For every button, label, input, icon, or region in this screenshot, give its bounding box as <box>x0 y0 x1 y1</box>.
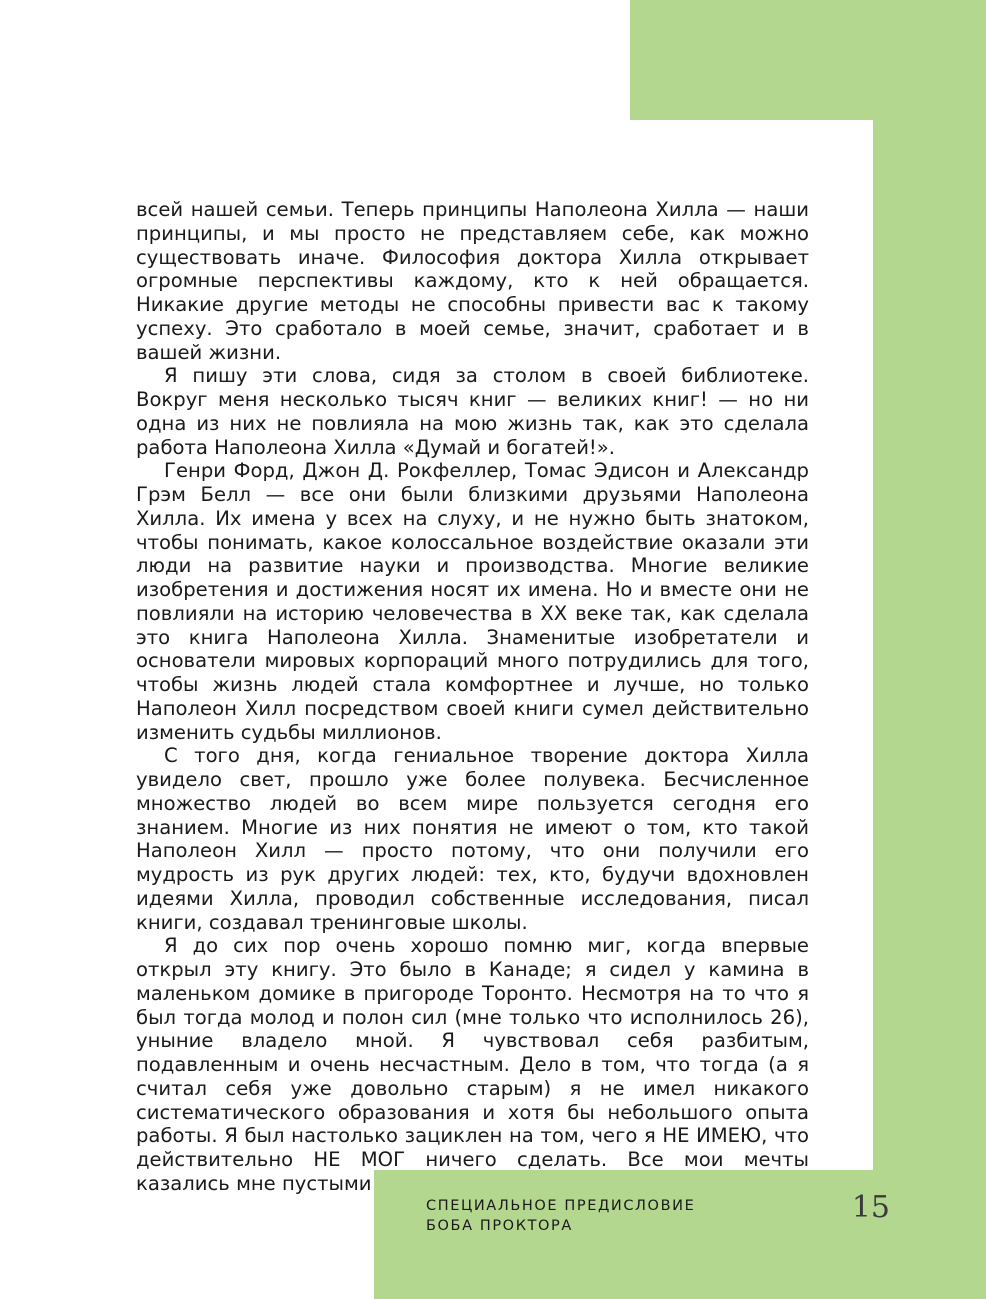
paragraph-1: всей нашей семьи. Теперь принципы Наполеона Хилла — наши принципы, и мы просто не представляем себе, как можно существовать иначе. Философия доктора Хилла открывает огромные перспективы каждому, кто к ней обращается. Никакие другие методы не способны привести вас к такому успеху. Это сработало в моей семье, значит, сработает и в вашей жизни. <box>136 198 809 364</box>
paragraph-2: Я пишу эти слова, сидя за столом в своей библиотеке. Вокруг меня несколько тысяч книг — великих книг! — но ни одна из них не повлияла на мою жизнь так, как это сделала работа Наполеона Хилла «Думай и богатей!». <box>136 364 809 459</box>
footer-title-line-2: БОБА ПРОКТОРА <box>426 1218 573 1234</box>
paragraph-4: С того дня, когда гениальное творение доктора Хилла увидело свет, прошло уже более полувека. Бесчисленное множество людей во всем мире пользуется сегодня его знанием. Многие из них понятия не имеют о том, кто такой Наполеон Хилл — просто потому, что они получили его мудрость из рук других людей: тех, кто, будучи вдохновлен идеями Хилла, проводил собственные исследования, писал книги, создавал тренинговые школы. <box>136 744 809 934</box>
page-number: 15 <box>851 1190 890 1225</box>
footer-title-line-1: СПЕЦИАЛЬНОЕ ПРЕДИСЛОВИЕ <box>426 1198 696 1214</box>
green-decor-right <box>873 0 986 1299</box>
running-footer-title <box>426 1196 786 1236</box>
paragraph-3: Генри Форд, Джон Д. Рокфеллер, Томас Эдисон и Александр Грэм Белл — все они были близкими друзьями Наполеона Хилла. Их имена у всех на слуху, и не нужно быть знатоком, чтобы понимать, какое колоссальное воздействие оказали эти люди на развитие науки и производства. Многие великие изобретения и достижения носят их имена. Но и вместе они не повлияли на историю человечества в XX веке так, как сделала это книга Наполеона Хилла. Знаменитые изобретатели и основатели мировых корпораций много потрудились для того, чтобы жизнь людей стала комфортнее и лучше, но только Наполеон Хилл посредством своей книги сумел действительно изменить судьбы миллионов. <box>136 459 809 744</box>
body-text <box>136 198 809 1196</box>
paragraph-5: Я до сих пор очень хорошо помню миг, когда впервые открыл эту книгу. Это было в Канаде; я сидел у камина в маленьком домике в пригороде Торонто. Несмотря на то что я был тогда молод и полон сил (мне только что исполнилось 26), уныние владело мной. Я чувствовал себя разбитым, подавленным и очень несчастным. Дело в том, что тогда (а я считал себя уже довольно старым) я не имел никакого систематического образования и хотя бы небольшого опыта работы. Я был настолько зациклен на том, чего я НЕ ИМЕЮ, что действительно НЕ МОГ ничего сделать. Все мои мечты казались мне пустыми <box>136 934 809 1195</box>
